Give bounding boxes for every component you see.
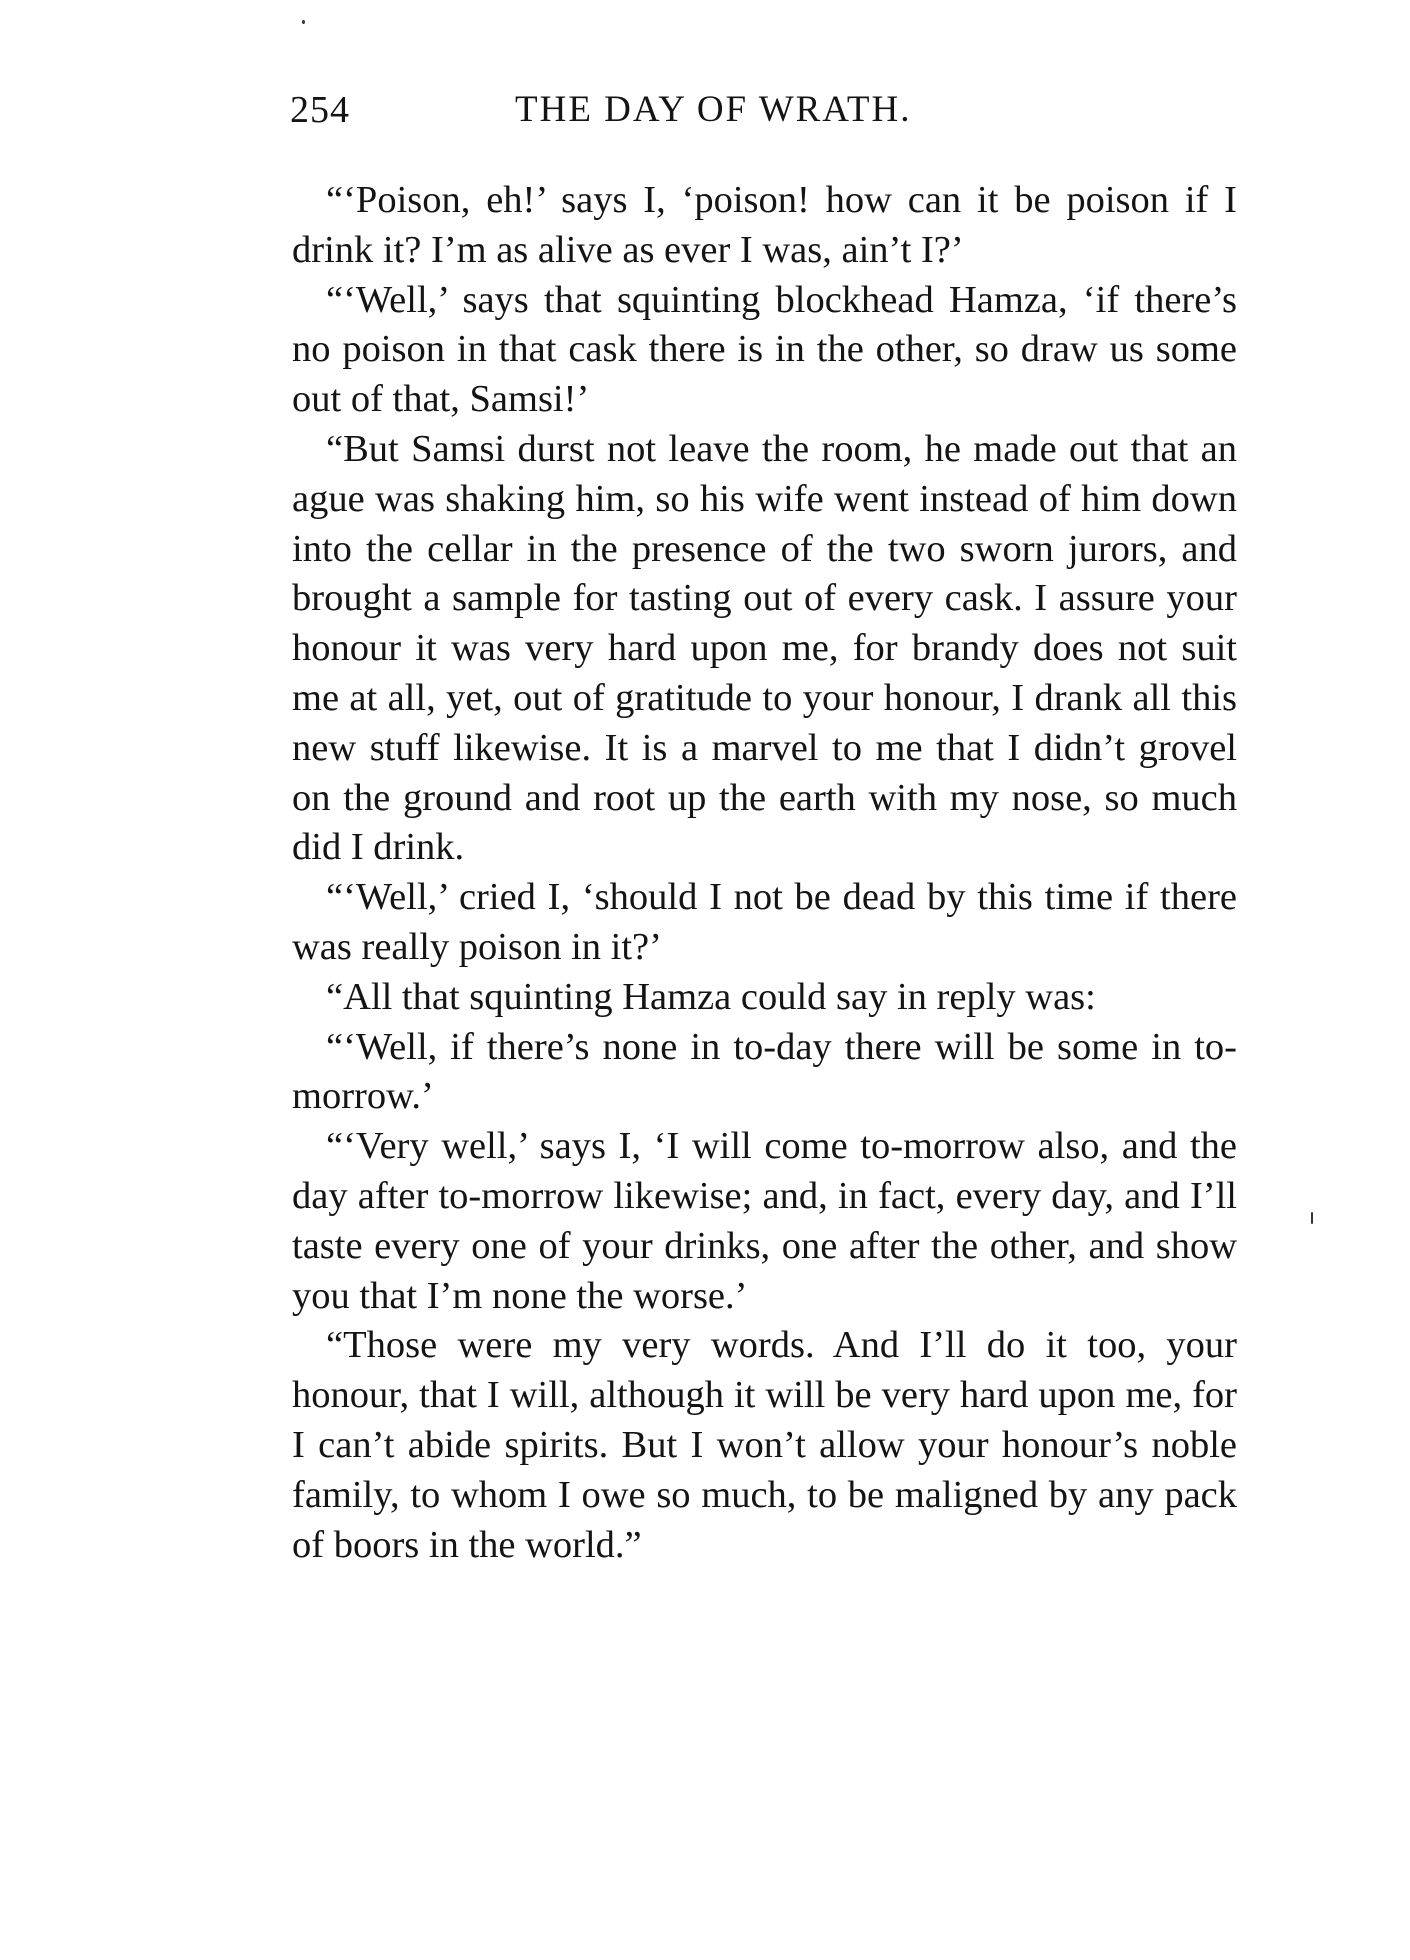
paragraph: “‘Well, if there’s none in to-day there will be some in to-morrow.’ [292, 1025, 1237, 1118]
paragraph: “Those were my very words. And I’ll do it too, your honour, that I will, although it will be very hard upon me, for I can’t abide spirits. But I won’t allow your honour’s noble family, to whom I owe so much, to be maligned by any pack of boors in the world.” [292, 1324, 1237, 1566]
page-header [290, 88, 1240, 148]
paragraph: “‘Very well,’ says I, ‘I will come to-morrow also, and the day after to-morrow likewise; and, in fact, every day, and I’ll taste every one of your drinks, one after the other, and show you that I’m none the worse.’ [292, 1125, 1237, 1317]
scan-speck [1311, 1212, 1313, 1224]
running-title: THE DAY OF WRATH. [515, 89, 912, 130]
paragraph: “‘Well,’ says that squinting blockhead Hamza, ‘if there’s no poison in that cask there is in the other, so draw us some out of that, Samsi!’ [292, 278, 1237, 421]
page-number: 254 [290, 89, 350, 131]
paragraph: “All that squinting Hamza could say in reply was: [326, 975, 1096, 1018]
body-text [292, 176, 1237, 1570]
paragraph: “‘Well,’ cried I, ‘should I not be dead by this time if there was really poison in it?’ [292, 876, 1237, 968]
paragraph: “‘Poison, eh!’ says I, ‘poison! how can it be poison if I drink it? I’m as alive as ever I was, ain’t I?’ [292, 179, 1237, 271]
scan-speck [302, 20, 305, 24]
paragraph: “But Samsi durst not leave the room, he made out that an ague was shaking him, so his wife went instead of him down into the cellar in the presence of the two sworn jurors, and brought a sample for tasting out of every cask. I assure your honour it was very hard upon me, for brandy does not suit me at all, yet, out of gratitude to your honour, I drank all this new stuff likewise. It is a marvel to me that I didn’t grovel on the ground and root up the earth with my nose, so much did I drink. [292, 427, 1237, 869]
